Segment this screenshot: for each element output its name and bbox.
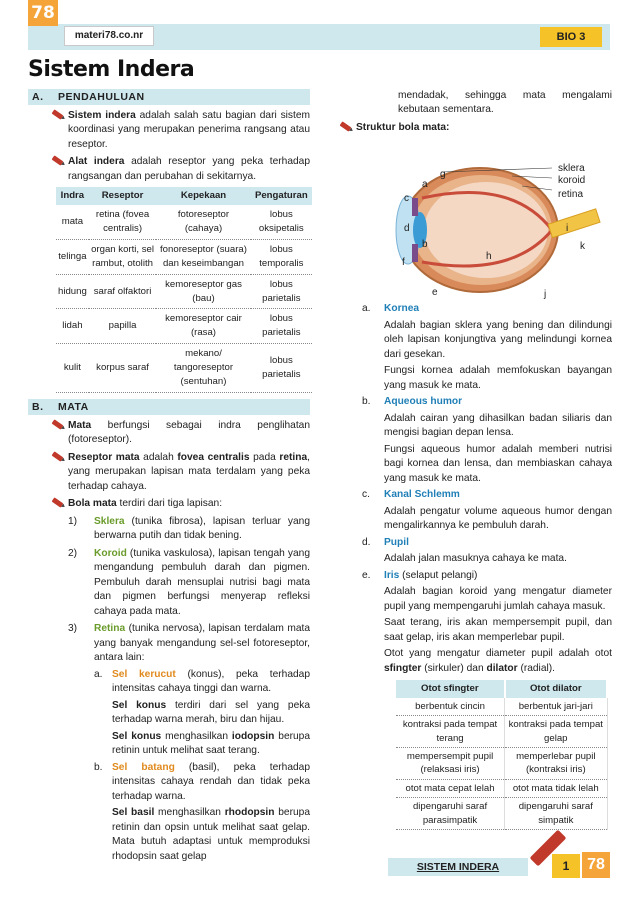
table-cell: dipengaruhi saraf simpatik	[505, 798, 607, 830]
table-cell: otot mata tidak lelah	[505, 779, 607, 797]
table-row	[56, 239, 312, 274]
list-item: 3) Retina (tunika nervosa), lapisan terdalam mata yang banyak mengandung sel-sel fotoreseptor, antara lain: a. Sel kerucut (konus), peka terhadap intensitas cahaya tinggi dan warna. Sel konus terdiri dari sel yang peka terhadap warna merah, biru dan hijau. Sel konus menghasilkan iodopsin berupa retinin untuk melihat saat terang. b. Sel batang (basil), peka terhadap intensitas cahaya rendah dan tidak peka terhadap warna. Sel basil menghasilkan rhodopsin berupa retinin dan opsin untuk melihat saat gelap. Mata butuh adaptasi untuk memproduksi rhodopsin saat gelap	[68, 622, 310, 864]
table-cell: kemoreseptor gas (bau)	[156, 274, 250, 309]
part-kanal-schlemm: c. Kanal Schlemm Adalah pengatur volume aqueous humor dengan mengalirkannya ke pembuluh darah.	[362, 489, 612, 532]
bullet-struktur: Struktur bola mata:	[340, 121, 612, 135]
table-row	[396, 798, 607, 830]
paragraph: Sel basil menghasilkan rhodopsin berupa retinin dan opsin untuk melihat saat gelap. Mata butuh adaptasi untuk memproduksi rhodopsin saat gelap	[112, 807, 310, 862]
table-cell: otot mata cepat lelah	[396, 779, 505, 797]
table-header-cell: Otot sfingter	[396, 680, 505, 698]
page-title: Sistem Indera	[28, 57, 195, 82]
table-cell: hidung	[56, 274, 89, 309]
muscle-table	[396, 680, 608, 830]
table-cell: korpus saraf	[89, 344, 156, 393]
paragraph: Sel konus terdiri dari sel yang peka terhadap warna merah, biru dan hijau.	[112, 699, 310, 726]
table-cell: organ korti, sel rambut, otolith	[89, 239, 156, 274]
table-row	[396, 747, 607, 779]
table-cell: lobus temporalis	[251, 239, 312, 274]
pencil-icon	[52, 109, 64, 119]
table-cell: berbentuk cincin	[396, 698, 505, 716]
table-cell: telinga	[56, 239, 89, 274]
list-item: 1) Sklera (tunika fibrosa), lapisan terluar yang berwarna putih dan tidak bening.	[68, 515, 310, 542]
pencil-icon	[340, 121, 352, 131]
table-header-cell: Reseptor	[89, 187, 156, 205]
label-sklera: sklera	[558, 163, 585, 175]
bullet-reseptor-mata: Reseptor mata adalah fovea centralis pada retina, yang merupakan lapisan mata terdalam yang peka terhadap cahaya.	[28, 451, 310, 494]
pencil-icon	[52, 419, 64, 429]
table-cell: mata	[56, 205, 89, 239]
label-a: a	[422, 179, 428, 191]
subject-badge: BIO 3	[540, 27, 602, 47]
paragraph: Sel konus menghasilkan iodopsin berupa retinin untuk melihat saat terang.	[112, 730, 310, 757]
eye-parts-list	[362, 302, 612, 676]
label-koroid: koroid	[558, 175, 586, 187]
bullet-alat-indera: Alat indera adalah reseptor yang peka terhadap rangsangan dan perubahan di sekitarnya.	[28, 155, 310, 184]
label-k: k	[580, 241, 585, 253]
bullet-sistem-indera: Sistem indera adalah salah satu bagian dari sistem koordinasi yang merupakan penerima rangsang atau reseptor.	[28, 109, 310, 152]
table-cell: saraf olfaktori	[89, 274, 156, 309]
section-a-heading: A. PENDAHULUAN	[28, 89, 310, 105]
table-cell: mempersempit pupil (relaksasi iris)	[396, 747, 505, 779]
table-header-cell: Indra	[56, 187, 89, 205]
table-cell: lobus oksipetalis	[251, 205, 312, 239]
table-header-cell: Otot dilator	[505, 680, 607, 698]
continued-text: mendadak, sehingga mata mengalami kebutaan sementara.	[398, 90, 612, 116]
table-row	[56, 344, 312, 393]
left-column	[28, 89, 310, 867]
sense-table	[56, 187, 312, 393]
eye-diagram	[362, 138, 612, 301]
table-cell: memperlebar pupil (kontraksi iris)	[505, 747, 607, 779]
table-cell: kontraksi pada tempat terang	[396, 716, 505, 748]
table-cell: lidah	[56, 309, 89, 344]
label-j: j	[544, 289, 547, 301]
table-header-cell: Kepekaan	[156, 187, 250, 205]
part-iris: e. Iris (selaput pelangi) Adalah bagian koroid yang mengatur diameter pupil yang mempengaruhi jumlah cahaya masuk. Saat terang, iris akan mempersempit pupil, dan saat gelap, iris akan memperlebar pupil. Otot yang mengatur diameter pupil adalah otot sfingter (sirkuler) dan dilator (radial).	[362, 569, 612, 674]
table-cell: lobus parietalis	[251, 274, 312, 309]
table-row	[56, 205, 312, 239]
pencil-icon	[52, 451, 64, 461]
table-row	[396, 716, 607, 748]
table-cell: papilla	[89, 309, 156, 344]
table-row	[56, 274, 312, 309]
table-cell: lobus parietalis	[251, 344, 312, 393]
label-e: e	[432, 287, 438, 299]
section-b-heading: B. MATA	[28, 399, 310, 415]
sub-item-batang: b. Sel batang (basil), peka terhadap intensitas cahaya rendah dan tidak peka terhadap warna.	[94, 761, 310, 802]
footer	[28, 852, 610, 882]
eye-layers-list	[68, 515, 310, 864]
sub-item-kerucut: a. Sel kerucut (konus), peka terhadap intensitas cahaya tinggi dan warna.	[94, 668, 310, 695]
table-cell: fonoreseptor (suara) dan keseimbangan	[156, 239, 250, 274]
table-cell: lobus parietalis	[251, 309, 312, 344]
label-h: h	[486, 251, 492, 263]
label-i: i	[566, 223, 569, 235]
table-cell: kemoreseptor cair (rasa)	[156, 309, 250, 344]
label-f: f	[402, 257, 405, 269]
part-pupil: d. Pupil Adalah jalan masuknya cahaya ke mata.	[362, 536, 567, 565]
table-cell: kulit	[56, 344, 89, 393]
part-aqueous-humor: b. Aqueous humor Adalah cairan yang dihasilkan badan siliaris dan mengisi bagian depan lensa. Fungsi aqueous humor adalah memberi nutrisi bagi kornea dan lensa, dan membiaskan cahaya yang masuk ke mata.	[362, 396, 612, 484]
label-d: d	[404, 223, 410, 235]
part-kornea: a. Kornea Adalah bagian sklera yang bening dan dilindungi oleh lapisan konjungtiva yang melindungi kornea dari gesekan. Fungsi kornea adalah memfokuskan bayangan yang masuk ke mata.	[362, 303, 612, 391]
label-g: g	[440, 169, 446, 181]
bullet-bola-mata: Bola mata terdiri dari tiga lapisan:	[28, 497, 310, 511]
table-cell: mekano/ tangoreseptor (sentuhan)	[156, 344, 250, 393]
table-cell: fotoreseptor (cahaya)	[156, 205, 250, 239]
footer-label: SISTEM INDERA	[388, 858, 528, 876]
table-row	[396, 698, 607, 716]
table-cell: berbentuk jari-jari	[505, 698, 607, 716]
site-logo: 78	[28, 0, 58, 26]
right-column	[340, 89, 612, 830]
label-c: c	[404, 193, 409, 205]
site-url[interactable]: materi78.co.nr	[64, 26, 154, 46]
label-b: b	[422, 239, 428, 251]
table-cell: dipengaruhi saraf parasimpatik	[396, 798, 505, 830]
pencil-icon	[52, 498, 64, 508]
label-retina: retina	[558, 189, 584, 201]
table-row	[56, 309, 312, 344]
table-header-cell: Pengaturan	[251, 187, 312, 205]
page-number: 1	[552, 854, 580, 878]
table-cell: retina (fovea centralis)	[89, 205, 156, 239]
footer-logo: 78	[582, 852, 610, 878]
bullet-mata: Mata berfungsi sebagai indra penglihatan (fotoreseptor).	[28, 419, 310, 448]
list-item: 2) Koroid (tunika vaskulosa), lapisan tengah yang mengandung pembuluh darah dan pigmen. Pembuluh darah mensuplai nutrisi bagi mata dan pigmen berfungsi menyerap refleksi cahaya pada mata.	[68, 547, 310, 617]
table-cell: kontraksi pada tempat gelap	[505, 716, 607, 748]
table-row	[396, 779, 607, 797]
pencil-icon	[52, 156, 64, 166]
